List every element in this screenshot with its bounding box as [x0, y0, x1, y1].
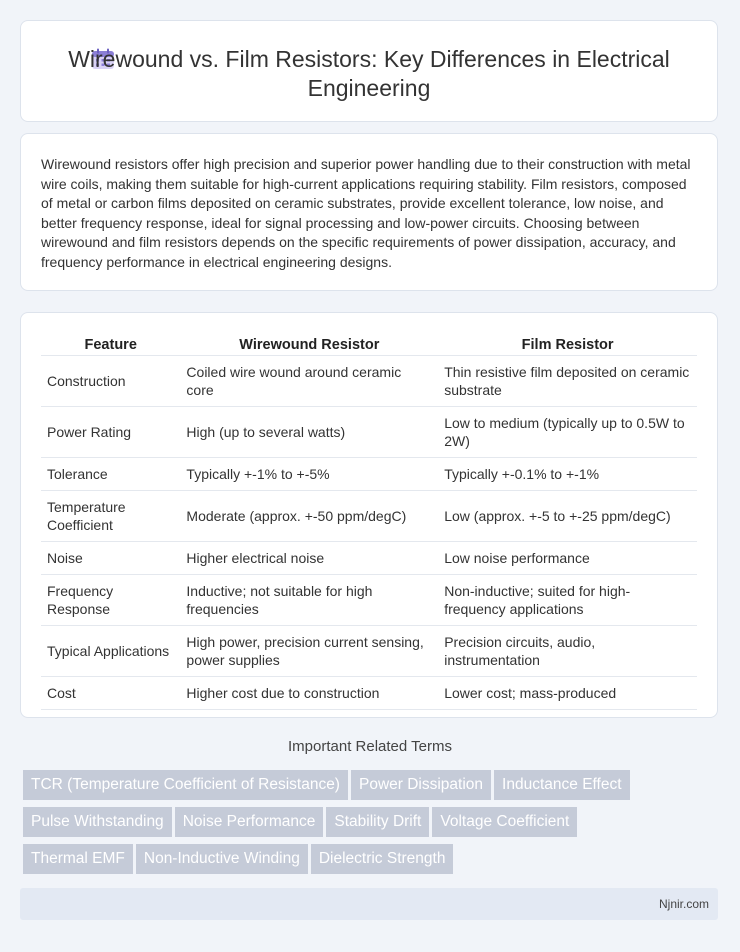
wirewound-cell: Higher cost due to construction — [180, 677, 438, 710]
feature-cell: Frequency Response — [41, 575, 180, 626]
footer — [20, 888, 718, 920]
table-header-row — [41, 334, 697, 356]
wirewound-cell: Moderate (approx. +-50 ppm/degC) — [180, 491, 438, 542]
feature-cell: Construction — [41, 356, 180, 407]
page-title: Wirewound vs. Film Resistors: Key Differences in Electrical Engineering — [68, 46, 670, 101]
table-row — [41, 491, 697, 542]
related-term-tag[interactable]: Thermal EMF — [23, 844, 133, 874]
summary-text: Wirewound resistors offer high precision and superior power handling due to their construction with metal wire coils, making them suitable for high-current applications requiring stability. Film resistors, composed of metal or carbon films deposited on ceramic substrates, provide excellent tolerance, low noise, and better frequency response, ideal for signal processing and low-power circuits. Choosing between wirewound and film resistors depends on the specific requirements of power dissipation, accuracy, and frequency performance in electrical engineering designs. — [41, 156, 691, 270]
comparison-table — [41, 334, 697, 710]
wirewound-cell: High (up to several watts) — [180, 407, 438, 458]
film-cell: Precision circuits, audio, instrumentation — [438, 626, 697, 677]
film-cell: Lower cost; mass-produced — [438, 677, 697, 710]
feature-cell: Power Rating — [41, 407, 180, 458]
feature-cell: Typical Applications — [41, 626, 180, 677]
wirewound-cell: High power, precision current sensing, power supplies — [180, 626, 438, 677]
film-cell: Low noise performance — [438, 542, 697, 575]
header-feature: Feature — [41, 334, 180, 356]
comparison-table-card — [20, 312, 718, 718]
related-term-tag[interactable]: Power Dissipation — [351, 770, 491, 800]
related-term-tag[interactable]: Stability Drift — [326, 807, 429, 837]
feature-cell: Noise — [41, 542, 180, 575]
summary-card — [20, 133, 718, 291]
film-cell: Thin resistive film deposited on ceramic substrate — [438, 356, 697, 407]
related-term-tag[interactable]: Pulse Withstanding — [23, 807, 172, 837]
table-row — [41, 626, 697, 677]
header-film: Film Resistor — [438, 334, 697, 356]
related-term-tag[interactable]: Voltage Coefficient — [432, 807, 577, 837]
related-terms-title: Important Related Terms — [288, 738, 452, 755]
table-row — [41, 356, 697, 407]
wirewound-cell: Higher electrical noise — [180, 542, 438, 575]
wirewound-cell: Typically +-1% to +-5% — [180, 458, 438, 491]
table-row — [41, 677, 697, 710]
table-row — [41, 542, 697, 575]
table-row — [41, 458, 697, 491]
related-term-tag[interactable]: Noise Performance — [175, 807, 324, 837]
related-term-tag[interactable]: Non-Inductive Winding — [136, 844, 308, 874]
wirewound-cell: Coiled wire wound around ceramic core — [180, 356, 438, 407]
film-cell: Typically +-0.1% to +-1% — [438, 458, 697, 491]
table-row — [41, 575, 697, 626]
feature-cell: Cost — [41, 677, 180, 710]
film-cell: Low (approx. +-5 to +-25 ppm/degC) — [438, 491, 697, 542]
feature-cell: Tolerance — [41, 458, 180, 491]
related-term-tag[interactable]: TCR (Temperature Coefficient of Resistance) — [23, 770, 348, 800]
header-wirewound: Wirewound Resistor — [180, 334, 438, 356]
film-cell: Low to medium (typically up to 0.5W to 2W) — [438, 407, 697, 458]
wirewound-cell: Inductive; not suitable for high frequencies — [180, 575, 438, 626]
title-card — [20, 20, 718, 122]
feature-cell: Temperature Coefficient — [41, 491, 180, 542]
related-term-tag[interactable]: Dielectric Strength — [311, 844, 454, 874]
film-cell: Non-inductive; suited for high-frequency applications — [438, 575, 697, 626]
footer-site[interactable]: Njnir.com — [658, 897, 709, 911]
related-terms-list — [23, 770, 723, 881]
table-row — [41, 407, 697, 458]
related-term-tag[interactable]: Inductance Effect — [494, 770, 630, 800]
